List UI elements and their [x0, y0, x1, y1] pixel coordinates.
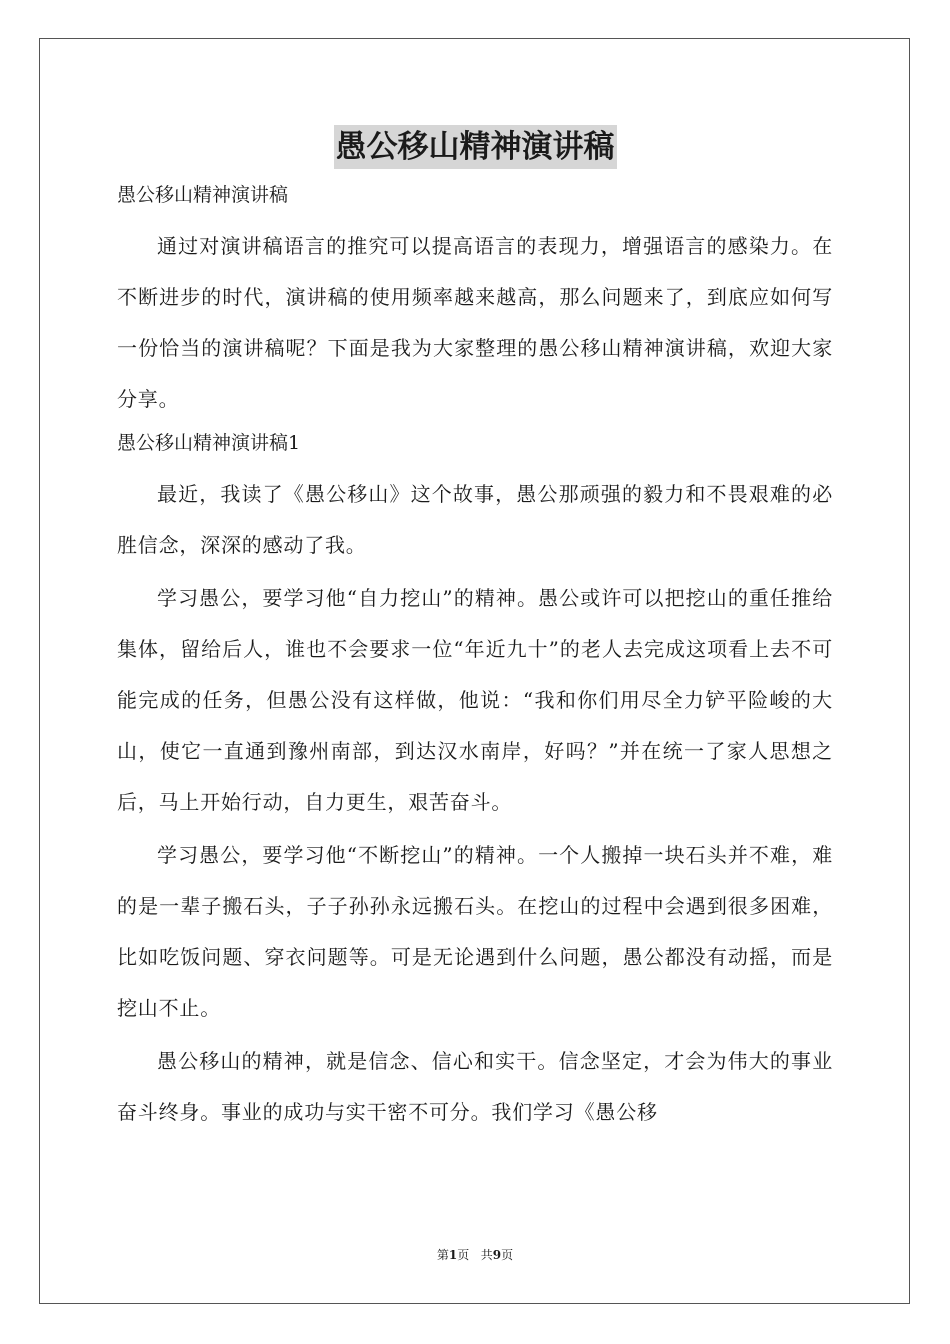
section-heading: 愚公移山精神演讲稿1 — [117, 432, 301, 454]
document-subtitle: 愚公移山精神演讲稿 — [117, 184, 289, 206]
footer-page-number: 1 — [448, 1248, 458, 1262]
intro-paragraph: 通过对演讲稿语言的推究可以提高语言的表现力，增强语言的感染力。在不断进步的时代，演讲稿的使用频率越来越高，那么问题来了，到底应如何写一份恰当的演讲稿呢？下面是我为大家整理的愚公移山精神演讲稿，欢迎大家分享。 — [117, 234, 833, 411]
page-footer — [0, 1246, 950, 1263]
document-title: 愚公移山精神演讲稿 — [334, 125, 617, 169]
body-paragraph-4: 愚公移山的精神，就是信念、信心和实干。信念坚定，才会为伟大的事业奋斗终身。事业的成功与实干密不可分。我们学习《愚公移 — [117, 1049, 833, 1124]
body-paragraph-1: 最近，我读了《愚公移山》这个故事，愚公那顽强的毅力和不畏艰难的必胜信念，深深的感动了我。 — [117, 482, 833, 557]
footer-page-suffix: 页 — [457, 1248, 470, 1262]
footer-total-suffix: 页 — [501, 1248, 514, 1262]
document-body — [117, 125, 833, 1140]
body-paragraph-2: 学习愚公，要学习他“自力挖山”的精神。愚公或许可以把挖山的重任推给集体，留给后人，谁也不会要求一位“年近九十”的老人去完成这项看上去不可能完成的任务，但愚公没有这样做，他说：“我和你们用尽全力铲平险峻的大山，使它一直通到豫州南部，到达汉水南岸，好吗？”并在统一了家人思想之后，马上开始行动，自力更生，艰苦奋斗。 — [117, 586, 833, 814]
footer-prefix: 第 — [436, 1248, 449, 1262]
footer-total-pages: 9 — [492, 1248, 502, 1262]
footer-total-prefix: 共 — [480, 1248, 493, 1262]
body-paragraph-3: 学习愚公，要学习他“不断挖山”的精神。一个人搬掉一块石头并不难，难的是一辈子搬石头，子子孙孙永远搬石头。在挖山的过程中会遇到很多困难，比如吃饭问题、穿衣问题等。可是无论遇到什么问题，愚公都没有动摇，而是挖山不止。 — [117, 843, 833, 1020]
title-wrap — [117, 125, 833, 169]
